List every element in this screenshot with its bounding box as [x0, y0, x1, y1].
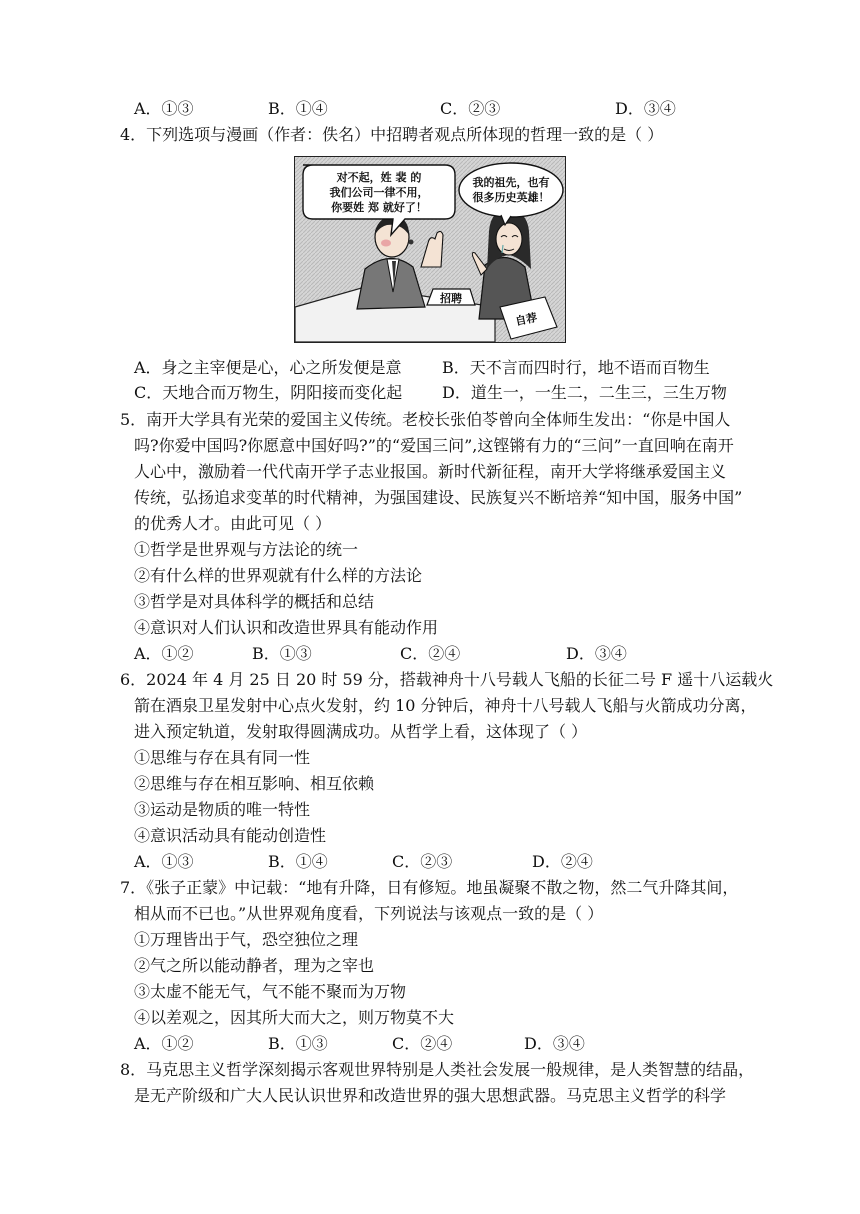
q7-item-2: ②气之所以能动静者，理为之宰也	[134, 956, 375, 975]
q7-item-3: ③太虚不能无气，气不能不聚而为万物	[134, 982, 407, 1001]
q7-option-a: A．①②	[134, 1034, 194, 1053]
q6-stem-line-3: 进入预定轨道，发射取得圆满成功。从哲学上看，这体现了（ ）	[134, 722, 588, 741]
q6-option-c: C．②③	[392, 852, 453, 871]
q3-option-b: B．①④	[268, 99, 328, 118]
q7-stem-line-1: 7．《张子正蒙》中记载：“地有升降，日有修短。地虽凝聚不散之物，然二气升降其间，	[120, 878, 739, 897]
svg-text:很多历史英雄！: 很多历史英雄！	[472, 191, 550, 204]
q5-stem-line-2: 吗?你爱中国吗?你愿意中国好吗?”的“爱国三问”,这铿锵有力的“三问”一直回响在南开	[134, 436, 734, 455]
q4-option-d: D．道生一，一生二，二生三，三生万物	[442, 383, 727, 402]
q4-options-row-2	[134, 382, 774, 404]
svg-text:对不起，姓 裴 的: 对不起，姓 裴 的	[336, 171, 422, 184]
q6-option-b: B．①④	[268, 852, 328, 871]
q7-item-1: ①万理皆出于气，恐空独位之理	[134, 930, 359, 949]
q6-item-1: ①思维与存在具有同一性	[134, 748, 311, 767]
q6-stem-line-1: 6．2024 年 4 月 25 日 20 时 59 分，搭载神舟十八号载人飞船的长征二号 F 遥十八运载火	[120, 670, 774, 689]
svg-text:我们公司一律不用，: 我们公司一律不用，	[329, 186, 429, 199]
svg-text:你要姓 郑 就好了！: 你要姓 郑 就好了！	[331, 201, 427, 214]
q7-option-b: B．①③	[268, 1034, 328, 1053]
q3-options	[134, 98, 774, 120]
q6-stem-line-2: 箭在酒泉卫星发射中心点火发射，约 10 分钟后，神舟十八号载人飞船与火箭成功分离，	[134, 696, 757, 715]
q5-stem-line-4: 传统，弘扬追求变革的时代精神，为强国建设、民族复兴不断培养“知中国，服务中国”	[134, 488, 743, 507]
q4-options-row-1	[134, 357, 774, 379]
q5-options	[134, 643, 774, 665]
q5-stem-line-5: 的优秀人才。由此可见（ ）	[134, 514, 332, 533]
q3-option-a: A．①③	[134, 99, 194, 118]
recruitment-cartoon	[294, 156, 566, 343]
q7-stem-line-2: 相从而不已也。”从世界观角度看，下列说法与该观点一致的是（ ）	[134, 904, 604, 923]
q7-item-4: ④以差观之，因其所大而大之，则万物莫不大	[134, 1008, 455, 1027]
svg-text:我的祖先，也有: 我的祖先，也有	[472, 176, 550, 189]
q5-stem-line-1: 5．南开大学具有光荣的爱国主义传统。老校长张伯苓曾向全体师生发出：“你是中国人	[120, 410, 731, 429]
q6-item-2: ②思维与存在相互影响、相互依赖	[134, 774, 375, 793]
q5-item-4: ④意识对人们认识和改造世界具有能动作用	[134, 618, 439, 637]
recruitment-sign	[427, 289, 475, 305]
q5-option-a: A．①②	[134, 644, 194, 663]
q4-option-a: A．身之主宰便是心，心之所发便是意	[134, 358, 402, 377]
q3-option-d: D．③④	[615, 99, 676, 118]
q5-option-c: C．②④	[400, 644, 461, 663]
q5-option-b: B．①③	[252, 644, 312, 663]
q6-item-4: ④意识活动具有能动创造性	[134, 826, 327, 845]
q5-stem-line-3: 人心中，激励着一代代南开学子志业报国。新时代新征程，南开大学将继承爱国主义	[134, 462, 727, 481]
svg-text:招聘: 招聘	[440, 292, 462, 305]
q6-option-d: D．②④	[532, 852, 593, 871]
svg-text:自荐: 自荐	[514, 310, 539, 329]
q6-options	[134, 851, 774, 873]
q7-option-d: D．③④	[524, 1034, 585, 1053]
q8-stem-line-2: 是无产阶级和广大人民认识世界和改造世界的强大思想武器。马克思主义哲学的科学	[134, 1086, 727, 1105]
q7-option-c: C．②④	[392, 1034, 453, 1053]
q4-option-c: C．天地合而万物生，阴阳接而变化起	[134, 383, 403, 402]
q7-options	[134, 1033, 774, 1055]
q6-option-a: A．①③	[134, 852, 194, 871]
q6-item-3: ③运动是物质的唯一特性	[134, 800, 311, 819]
q5-item-2: ②有什么样的世界观就有什么样的方法论	[134, 566, 423, 585]
q4-stem: 4．下列选项与漫画（作者：佚名）中招聘者观点所体现的哲理一致的是（ ）	[120, 125, 664, 144]
q5-item-1: ①哲学是世界观与方法论的统一	[134, 540, 359, 559]
q4-option-b: B．天不言而四时行，地不语而百物生	[442, 358, 710, 377]
q5-option-d: D．③④	[566, 644, 627, 663]
cartoon-illustration	[295, 157, 565, 342]
q5-item-3: ③哲学是对具体科学的概括和总结	[134, 592, 375, 611]
q8-stem-line-1: 8．马克思主义哲学深刻揭示客观世界特别是人类社会发展一般规律，是人类智慧的结晶，	[120, 1060, 755, 1079]
q3-option-c: C．②③	[440, 99, 501, 118]
